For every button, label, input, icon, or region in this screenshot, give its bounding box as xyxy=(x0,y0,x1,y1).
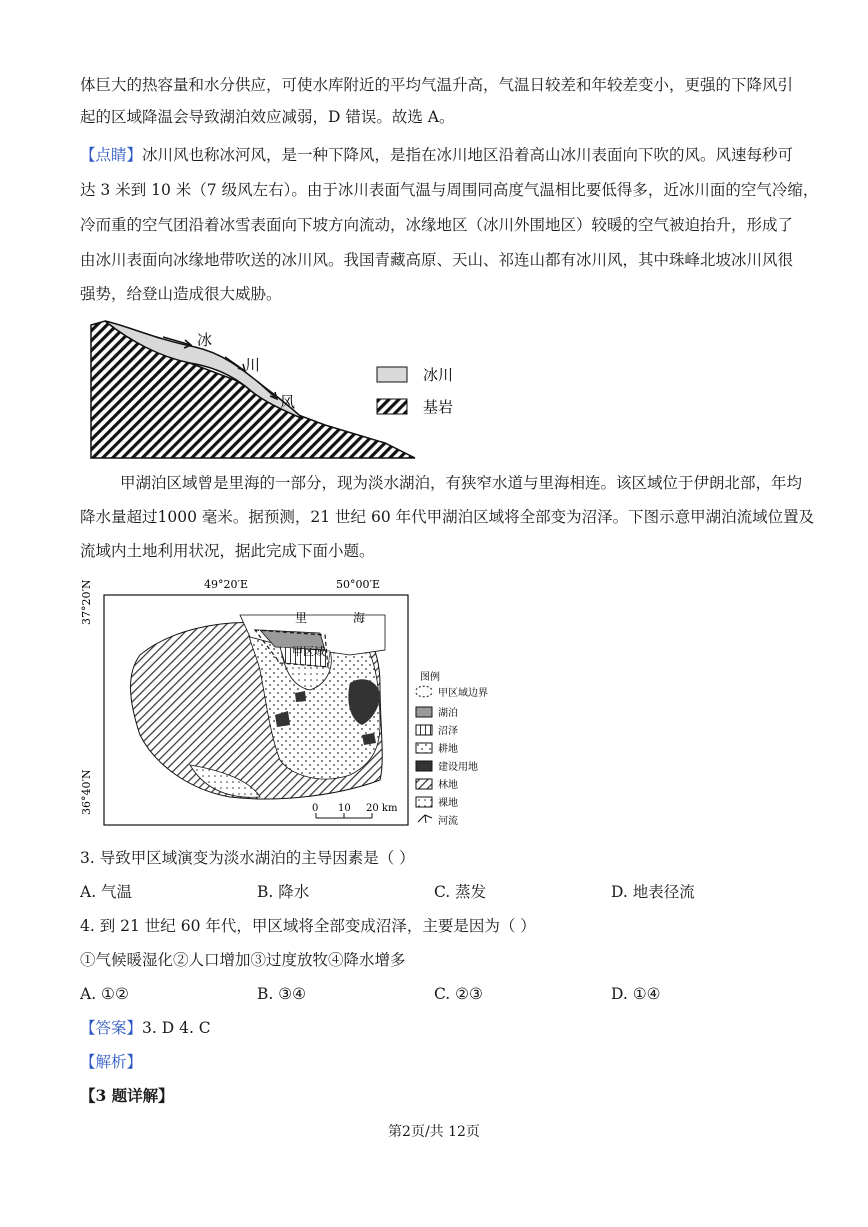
legend-boundary: 甲区域边界 xyxy=(438,688,488,699)
q3-detail-label: 【3 题详解】 xyxy=(80,1086,174,1105)
tip-line-4: 由冰川表面向冰缘地带吹送的冰川风。我国青藏高原、天山、祁连山都有冰川风，其中珠峰北坡冰川风很 xyxy=(80,251,794,269)
lat-label-1: 37°20′N xyxy=(80,579,93,625)
sea-label-2: 海 xyxy=(353,611,366,625)
q3-option-c[interactable]: C. 蒸发 xyxy=(434,883,487,901)
analysis-label: 【解析】 xyxy=(80,1053,143,1071)
legend-bare: 裸地 xyxy=(438,798,458,809)
legend-lake: 湖泊 xyxy=(438,708,458,719)
arrow-label-ice: 冰 xyxy=(197,331,213,349)
passage-line-1: 甲湖泊区域曾是里海的一部分，现为淡水湖泊，有狭窄水道与里海相连。该区域位于伊朗北部，年均 xyxy=(120,474,803,492)
q3-option-a[interactable]: A. 气温 xyxy=(80,883,133,901)
tip-line-2: 达 3 米到 10 米（7 级风左右）。由于冰川表面气温与周围同高度气温相比要低得多，近冰川面的空气冷缩， xyxy=(80,181,819,199)
legend-farm-swatch xyxy=(416,743,432,753)
tip-label: 【点睛】 xyxy=(80,146,143,164)
q3-option-d[interactable]: D. 地表径流 xyxy=(611,883,695,901)
lake-basin-map xyxy=(80,575,510,830)
legend-river-swatch xyxy=(418,815,432,823)
legend-bedrock-label: 基岩 xyxy=(423,398,454,416)
legend-marsh: 沼泽 xyxy=(438,726,458,737)
intro-line-1: 体巨大的热容量和水分供应，可使水库附近的平均气温升高，气温日较差和年较差变小，更强的下降风引 xyxy=(80,76,794,94)
q4-option-a[interactable]: A. ①② xyxy=(80,985,129,1003)
sea-label-1: 里 xyxy=(295,611,308,625)
region-label: 甲区域 xyxy=(292,645,325,658)
tip-text-1: 冰川风也称冰河风，是一种下降风，是指在冰川地区沿着高山冰川表面向下吹的风。风速每秒可 xyxy=(142,146,794,164)
built-up-4 xyxy=(362,733,376,745)
passage-line-3: 流域内土地利用状况，据此完成下面小题。 xyxy=(80,542,375,560)
q3-stem: 3. 导致甲区域演变为淡水湖泊的主导因素是（ ） xyxy=(80,849,415,867)
arrow-label-river: 川 xyxy=(245,356,261,374)
lat-label-2: 36°40′N xyxy=(80,769,93,815)
answer-value: 3. D 4. C xyxy=(142,1019,211,1037)
legend-lake-swatch xyxy=(416,707,432,717)
scale-tick-20: 20 km xyxy=(366,803,398,814)
q4-stem: 4. 到 21 世纪 60 年代，甲区域将全部变成沼泽，主要是因为（ ） xyxy=(80,917,536,935)
legend-title: 图例 xyxy=(420,672,440,683)
legend-glacier-swatch xyxy=(377,367,407,382)
answer-label: 【答案】 xyxy=(80,1019,143,1037)
tip-line-1 xyxy=(80,145,793,165)
q4-option-b[interactable]: B. ③④ xyxy=(257,985,307,1003)
scale-tick-10: 10 xyxy=(338,803,351,814)
legend-boundary-swatch xyxy=(416,686,432,697)
passage-line-2: 降水量超过1000 毫米。据预测，21 世纪 60 年代甲湖泊区域将全部变为沼泽。下图示意甲湖泊流域位置及 xyxy=(80,508,815,526)
intro-line-2: 起的区域降温会导致湖泊效应减弱，D 错误。故选 A。 xyxy=(80,108,455,126)
legend-glacier-label: 冰川 xyxy=(423,366,454,384)
scale-tick-0: 0 xyxy=(312,803,319,814)
lon-label-2: 50°00′E xyxy=(336,578,381,591)
q4-option-c[interactable]: C. ②③ xyxy=(434,985,483,1003)
legend-forest-swatch xyxy=(416,779,432,789)
lon-label-1: 49°20′E xyxy=(204,578,249,591)
tip-line-3: 冷而重的空气团沿着冰雪表面向下坡方向流动，冰缘地区（冰川外围地区）较暖的空气被迫抬升，形成了 xyxy=(80,216,794,234)
legend-marsh-swatch xyxy=(416,725,432,735)
legend-built: 建设用地 xyxy=(438,762,478,773)
legend-farm: 耕地 xyxy=(438,744,458,755)
q4-option-d[interactable]: D. ①④ xyxy=(611,985,661,1003)
legend-built-swatch xyxy=(416,761,432,771)
legend-river: 河流 xyxy=(438,816,458,827)
arrow-label-wind: 风 xyxy=(280,393,296,411)
legend-bedrock-swatch xyxy=(377,399,407,414)
legend-bare-swatch xyxy=(416,797,432,807)
glacier-wind-diagram xyxy=(85,315,485,465)
answer-line xyxy=(80,1018,211,1038)
tip-line-5: 强势，给登山造成很大威胁。 xyxy=(80,285,282,303)
q4-sub-items: ①气候暖湿化②人口增加③过度放牧④降水增多 xyxy=(80,951,406,969)
legend-forest: 林地 xyxy=(438,780,458,791)
page-footer: 第2页/共 12页 xyxy=(388,1124,480,1140)
q3-option-b[interactable]: B. 降水 xyxy=(257,883,310,901)
